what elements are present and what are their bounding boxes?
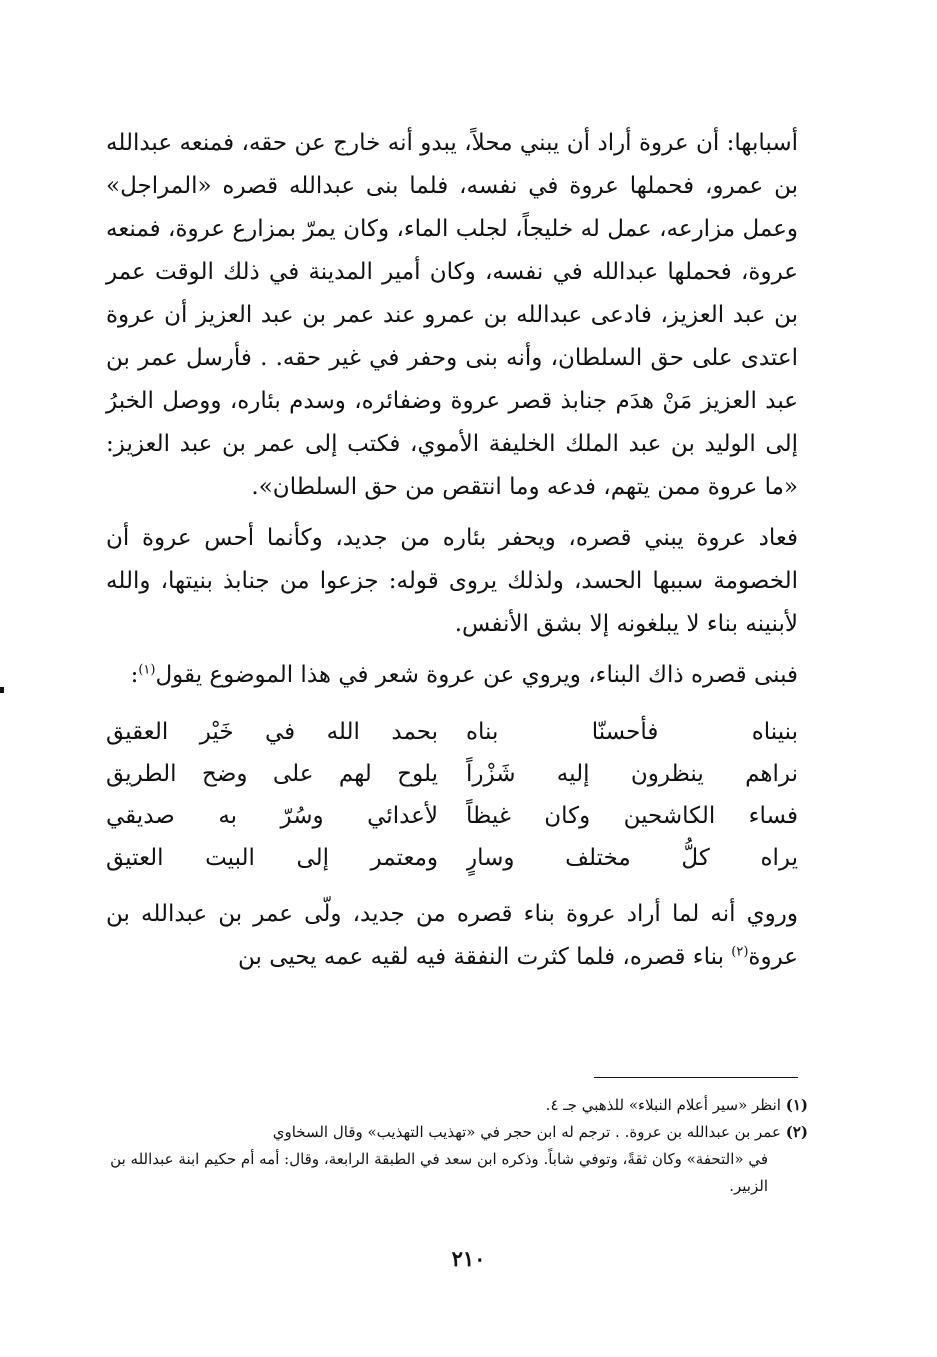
poem-second-hemistich: بحمد الله في خَيْر العقيق — [106, 719, 438, 745]
poem-verse — [106, 837, 798, 879]
page-number: ٢١٠ — [451, 1246, 486, 1271]
paragraph-3 — [106, 654, 798, 697]
paragraph-4 — [106, 893, 798, 979]
poem-first-hemistich: بنيناه فأحسنّا بناه — [466, 719, 798, 745]
footnote-2-number: (٢) — [785, 1123, 808, 1141]
footnotes — [106, 1092, 808, 1200]
poem-second-hemistich: يلوح لهم على وضح الطريق — [106, 761, 438, 787]
paragraph-3-text: فبنى قصره ذاك البناء، ويروي عن عروة شعر في هذا الموضوع يقول — [155, 662, 798, 688]
poem-second-hemistich: لأعدائي وسُرّ به صديقي — [106, 803, 438, 829]
footnote-separator — [594, 1077, 798, 1078]
poem-verse — [106, 711, 798, 753]
paragraph-3-colon: : — [130, 662, 139, 688]
footnote-ref-1[interactable]: (١) — [138, 662, 156, 678]
paragraph-4-text-a: وروي أنه لما أراد عروة بناء قصره من جديد، ولّى عمر بن عبدالله بن عروة — [106, 901, 798, 970]
footnote-2 — [106, 1119, 808, 1200]
footnote-1-text: انظر «سير أعلام النبلاء» للذهبي جـ ٤. — [545, 1096, 781, 1114]
poem-verse — [106, 795, 798, 837]
page-body — [106, 122, 798, 979]
poem-first-hemistich: فساء الكاشحين وكان غيظاً — [466, 803, 798, 829]
paragraph-1: أسبابها: أن عروة أراد أن يبني محلاً، يبدو أنه خارج عن حقه، فمنعه عبدالله بن عمرو، فحملها عروة في نفسه، فلما بنى عبدالله قصره «المراجل» وعمل مزارعه، عمل له خليجاً، لجلب الماء، وكان يمرّ بمزارع عروة، فمنعه عروة، فحملها عبدالله في نفسه، وكان أمير المدينة في ذلك الوقت عمر بن عبد العزيز، فادعى عبدالله بن عمرو عند عمر بن عبد العزيز أن عروة اعتدى على حق السلطان، وأنه بنى وحفر في غير حقه. . فأرسل عمر بن عبد العزيز مَنْ هدَم جنابذ قصر عروة وضفائره، وسدم بئاره، ووصل الخبرُ إلى الوليد بن عبد الملك الخليفة الأموي، فكتب إلى عمر بن عبد العزيز: «ما عروة ممن يتهم، فدعه وما انتقص من حق السلطان». — [106, 130, 798, 500]
poem-first-hemistich: نراهم ينظرون إليه شَزْراً — [466, 761, 798, 787]
margin-mark — [0, 687, 4, 693]
footnote-1-number: (١) — [785, 1096, 808, 1114]
paragraph-2: فعاد عروة يبني قصره، ويحفر بئاره من جديد، وكأنما أحس عروة أن الخصومة سببها الحسد، ولذلك يروى قوله: جزعوا من جنابذ بنيتها، والله لأبنينه بناء لا يبلغونه إلا بشق الأنفس. — [106, 525, 798, 637]
poem-verse — [106, 753, 798, 795]
footnote-ref-2[interactable]: (٢) — [731, 944, 749, 960]
poem — [106, 711, 798, 879]
poem-first-hemistich: يراه كلُّ مختلف وسارٍ — [466, 845, 798, 871]
paragraph-4-text-b: بناء قصره، فلما كثرت النفقة فيه لقيه عمه يحيى بن — [238, 944, 732, 970]
poem-second-hemistich: ومعتمر إلى البيت العتيق — [106, 845, 438, 871]
footnote-2-continuation: في «التحفة» وكان ثقةً، وتوفي شاباً. وذكره ابن سعد في الطبقة الرابعة، وقال: أمه أم حكيم ابنة عبدالله بن الزبير. — [110, 1150, 768, 1195]
footnote-2-text: عمر بن عبدالله بن عروة. . ترجم له ابن حجر في «تهذيب التهذيب» وقال السخاوي — [272, 1123, 781, 1141]
footnote-1 — [106, 1092, 808, 1119]
